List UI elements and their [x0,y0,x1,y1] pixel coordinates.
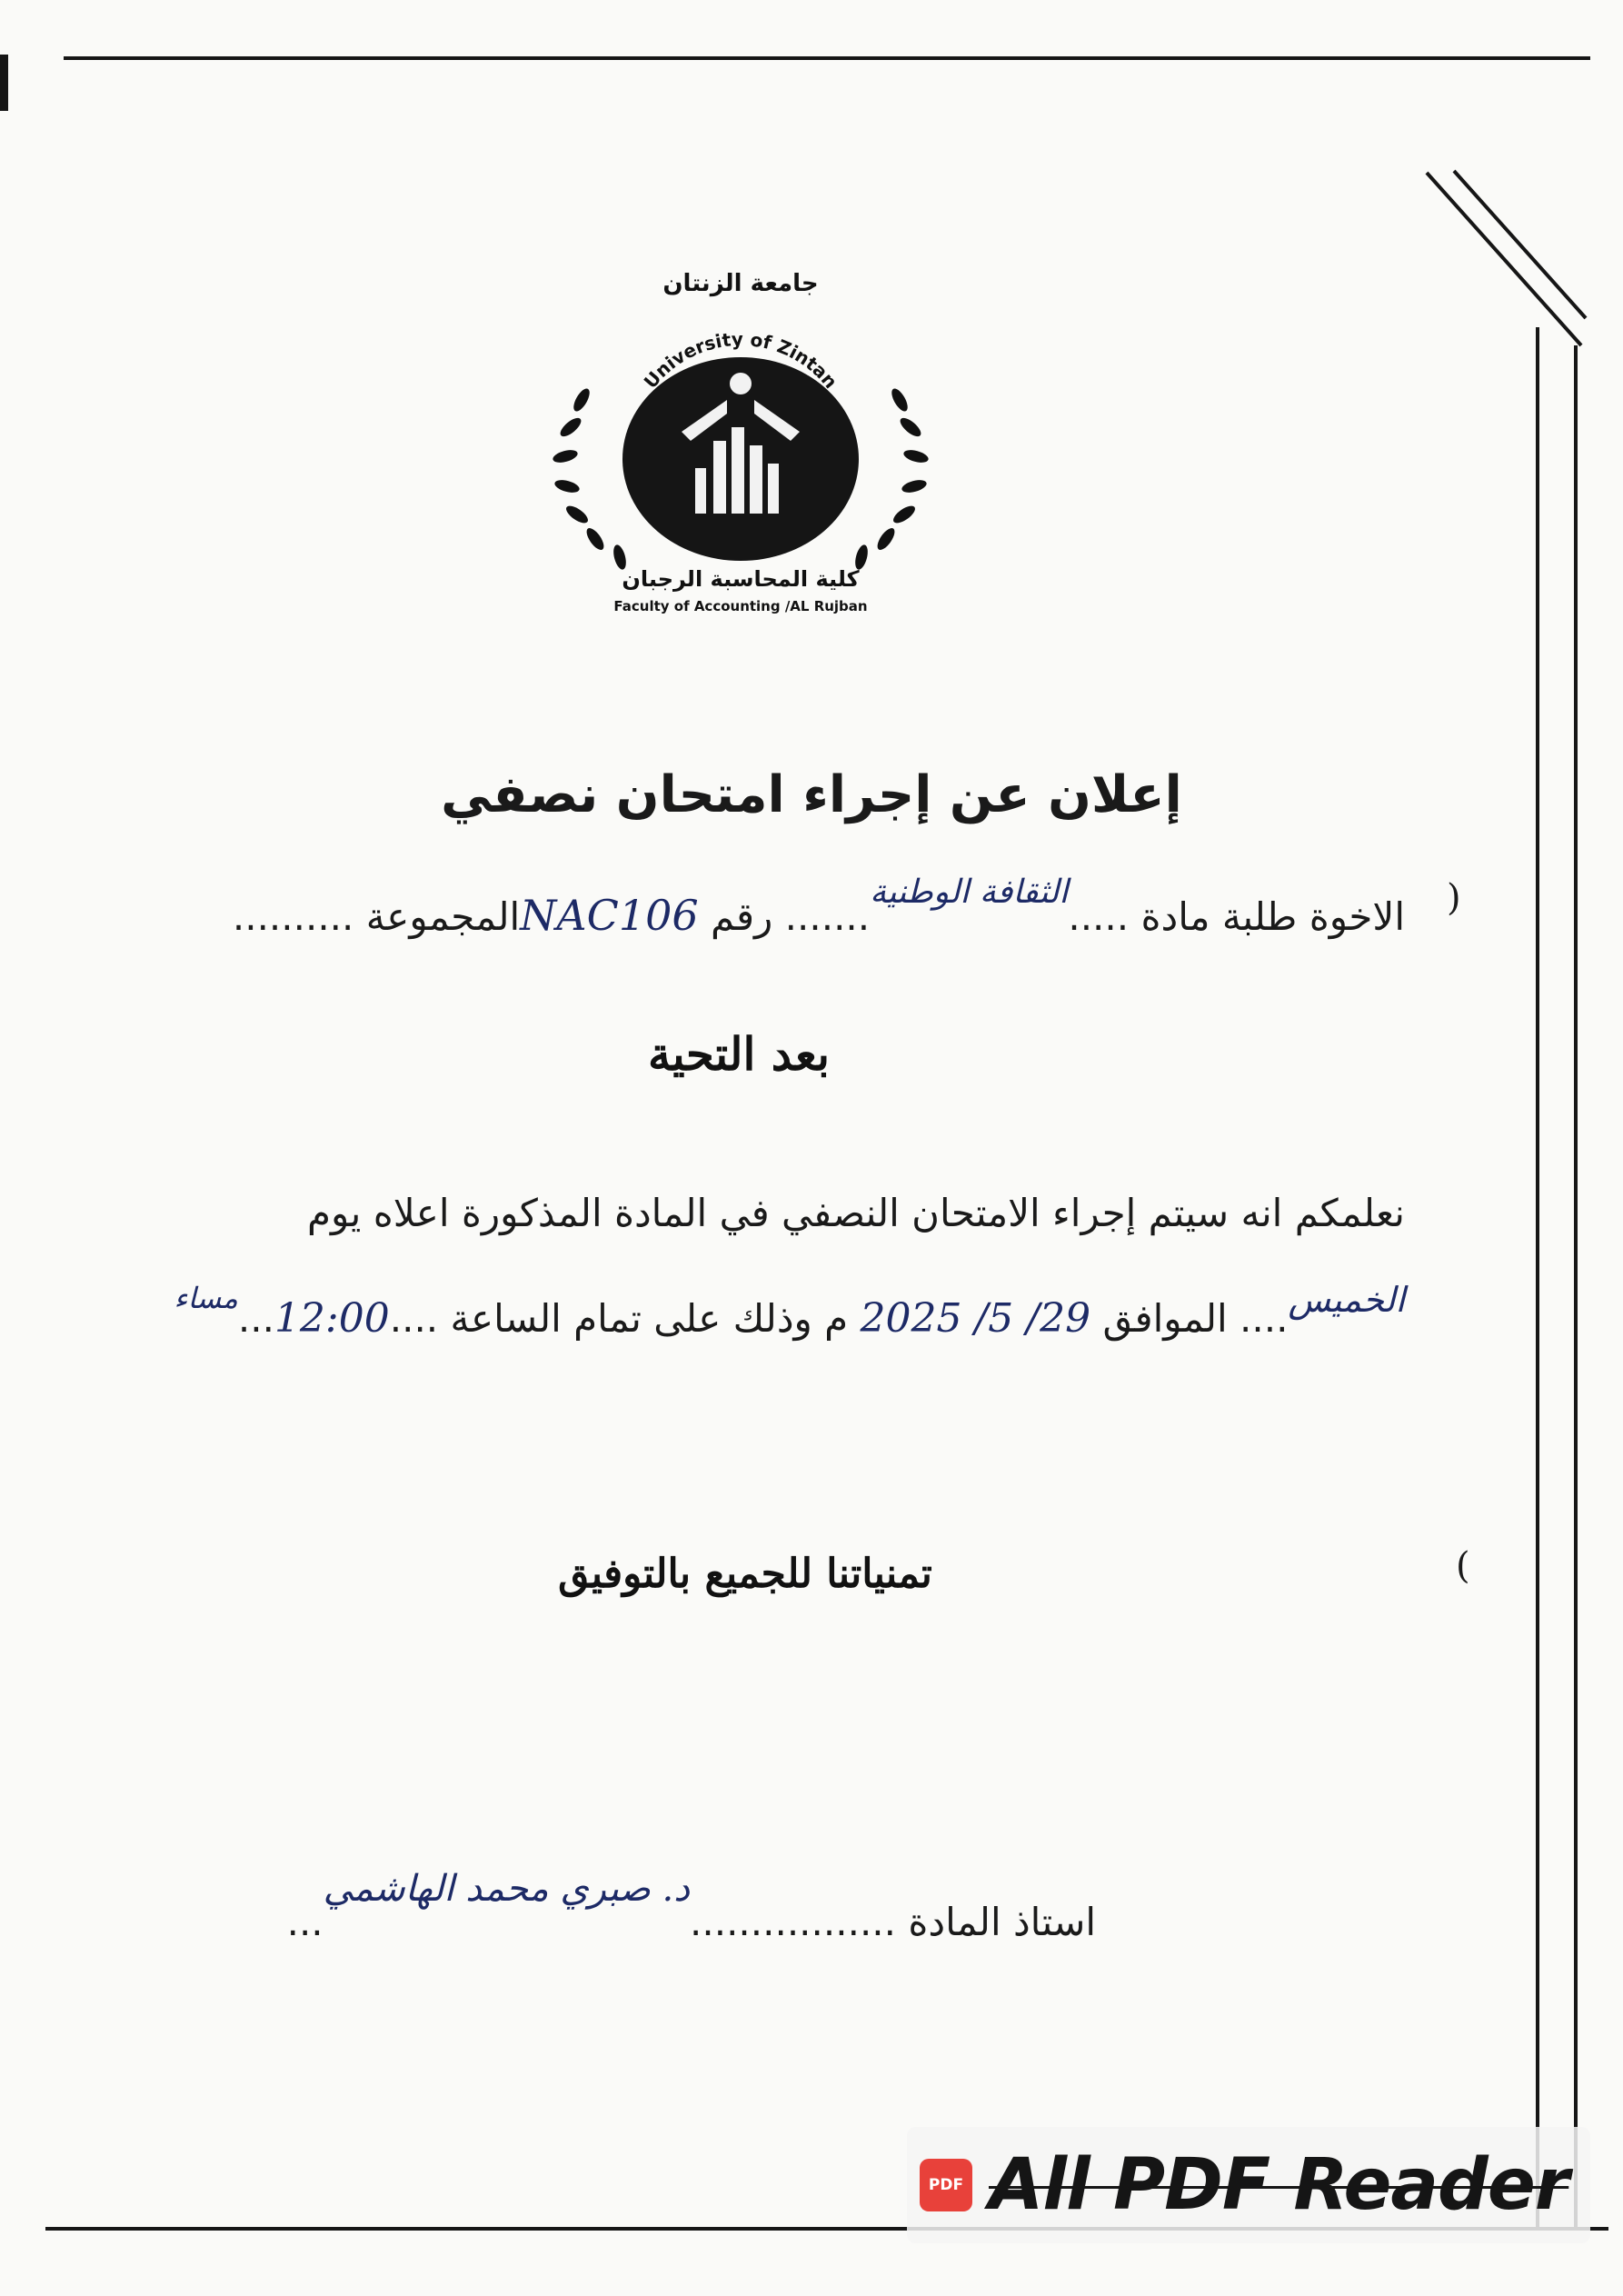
logo-arabic-university: جامعة الزنتان [662,270,819,297]
margin-parenthesis-top: ) [1447,877,1461,919]
day-handwritten: الخميس [1288,1280,1405,1320]
margin-parenthesis-bottom: ( [1456,1545,1470,1587]
time-dots-end: ... [237,1296,274,1341]
period-handwritten: مساء [174,1281,238,1315]
date-handwritten: 2025 /5 /29 [860,1295,1091,1342]
closing-calligraphy: تمنياتنا للجميع بالتوفيق [558,1551,932,1597]
left-edge-mark [0,55,8,111]
university-logo [545,264,936,618]
logo-english-university: University of Zintan [639,327,842,393]
signature-handwritten: د. صبري محمد الهاشمي [323,1868,691,1910]
watermark-text: All PDF Reader [989,2144,1569,2226]
group-label: المجموعة [365,894,521,939]
agreed-label: الموافق [1102,1296,1228,1341]
logo-english-faculty: Faculty of Accounting /AL Rujban [613,598,868,614]
announcement-title: إعلان عن إجراء امتحان نصفي [441,765,1182,824]
signature-line [286,1868,1096,1944]
group-dots: .......... [232,894,354,939]
pdf-icon: PDF [920,2159,972,2211]
right-border-outer [1536,327,1539,2227]
notice-line-2 [174,1280,1405,1342]
signature-dots-end: ... [286,1900,324,1944]
time-handwritten: 12:00 [274,1295,390,1342]
app-watermark [907,2127,1590,2243]
corner-diagonals [1409,164,1590,364]
signature-label: استاذ المادة [908,1900,1096,1944]
addressee-line [232,873,1405,940]
notice-suffix: م وذلك على تمام الساعة [450,1296,849,1341]
addressee-prefix: الاخوة طلبة مادة [1140,894,1405,939]
number-label: رقم [711,894,773,939]
notice-line-1: نعلمكم انه سيتم إجراء الامتحان النصفي في المادة المذكورة اعلاه يوم [306,1191,1405,1235]
subject-handwritten: الثقافة الوطنية [870,873,1069,911]
course-code-handwritten: NAC106 [520,891,699,940]
subject-dots: ..... [1068,894,1130,939]
time-dots: .... [389,1296,439,1341]
subject-dots-end: ....... [784,894,871,939]
signature-dots: ................. [690,1900,896,1944]
day-dots: .... [1240,1296,1289,1341]
top-border [64,56,1590,60]
greeting-calligraphy: بعد التحية [647,1027,831,1081]
logo-arabic-faculty: كلية المحاسبة الرجبان [622,566,860,592]
right-border-inner [1574,345,1578,2227]
